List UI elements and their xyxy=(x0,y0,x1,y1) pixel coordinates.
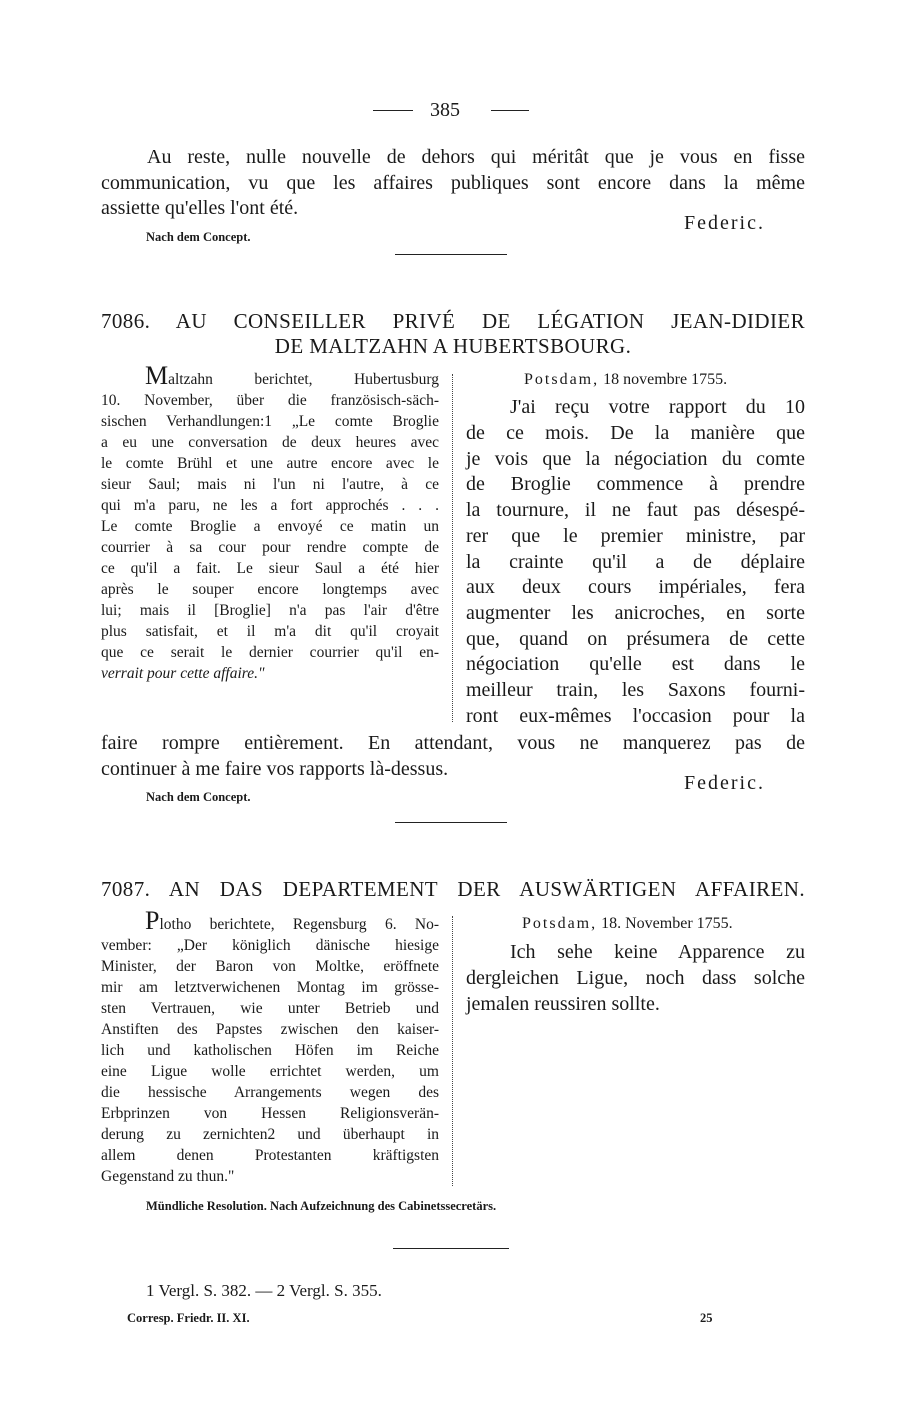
reply-line: je vois que la négociation du comte xyxy=(466,447,805,470)
reply-line: la crainte qu'il a de déplaire xyxy=(466,550,805,573)
letter-7086-source-note: Nach dem Concept. xyxy=(146,790,251,804)
section-divider-1 xyxy=(395,254,507,255)
summary-line: sten Vertrauen, wie unter Betrieb und xyxy=(101,1000,439,1017)
reply-line: jemalen reussiren sollte. xyxy=(466,993,660,1015)
column-separator xyxy=(452,916,453,1186)
letter-7086-heading-line1: 7086. AU CONSEILLER PRIVÉ DE LÉGATION JEAN-DIDIER xyxy=(101,309,805,333)
date: 18 novembre 1755. xyxy=(603,371,728,388)
letter-7086-dateline xyxy=(524,370,727,390)
summary-line: Minister, der Baron von Moltke, eröffnete xyxy=(101,958,439,975)
reply-line: dergleichen Ligue, noch dass solche xyxy=(466,967,805,989)
summary-line: mir am letztverwichenen Montag im grösse- xyxy=(101,979,439,996)
reply-line: la tournure, il ne faut pas désespé- xyxy=(466,499,805,522)
reply-line: de ce mois. De la manière que xyxy=(466,422,805,444)
reply-line: que, quand on présumera de cette xyxy=(466,627,805,650)
reply-line: aux deux cours impériales, fera xyxy=(466,576,805,599)
date-place: Potsdam, xyxy=(522,915,598,932)
summary-line: eine Ligue wolle errichtet werden, um xyxy=(101,1063,439,1080)
top-source-note: Nach dem Concept. xyxy=(146,230,251,244)
summary-line: lich und katholischen Höfen im Reiche xyxy=(101,1042,439,1059)
top-para-line-2: communication, vu que les affaires publiques sont encore dans la même xyxy=(101,172,805,194)
header-rule-right xyxy=(491,110,529,111)
letter-7086-initial: M xyxy=(145,361,169,390)
reply-line: négociation qu'elle est dans le xyxy=(466,653,805,676)
summary-line: après le souper encore longtemps avec xyxy=(101,581,439,598)
top-para-line-1: Au reste, nulle nouvelle de dehors qui méritât que je vous en fisse xyxy=(147,146,805,168)
summary-line: derung zu zernichten2 und überhaupt in xyxy=(101,1126,439,1143)
summary-line: lui; mais il [Broglie] n'a pas l'air d'être xyxy=(101,602,439,619)
summary-line: a eu une conversation de deux heures avec xyxy=(101,434,439,451)
summary-line: 10. November, über die französisch-säch- xyxy=(101,392,439,409)
top-signature: Federic. xyxy=(684,212,765,234)
summary-line: Erbprinzen von Hessen Religionsverän- xyxy=(101,1105,439,1122)
summary-line: verrait pour cette affaire." xyxy=(101,665,265,682)
letter-7087-heading: 7087. AN DAS DEPARTEMENT DER AUSWÄRTIGEN AFFAIREN. xyxy=(101,877,805,901)
summary-line: qui m'a paru, ne les a fort approchés . . . xyxy=(101,497,439,514)
date: 18. November 1755. xyxy=(601,915,733,932)
letter-7086-summary xyxy=(101,361,439,684)
top-para-line-3: assiette qu'elles l'ont été. xyxy=(101,197,299,219)
series-title: Corresp. Friedr. II. XI. xyxy=(127,1311,250,1325)
letter-7086-heading-line2: DE MALTZAHN A HUBERTSBOURG. xyxy=(274,334,632,358)
summary-line: Gegenstand zu thun." xyxy=(101,1168,235,1185)
letter-7087-initial: P xyxy=(145,906,160,935)
letter-7086-full-line-1: faire rompre entièrement. En attendant, vous ne manquerez pas de xyxy=(101,732,805,754)
summary-line: allem denen Protestanten kräftigsten xyxy=(101,1147,439,1164)
date-place: Potsdam, xyxy=(524,371,600,388)
section-divider-2 xyxy=(395,822,507,823)
page-number: 385 xyxy=(430,99,460,121)
summary-line: vember: „Der königlich dänische hiesige xyxy=(101,937,439,954)
reply-line: ront eux-mêmes l'occasion pour la xyxy=(466,704,805,727)
summary-line: sischen Verhandlungen:1 „Le comte Broglie xyxy=(101,413,439,430)
section-divider-3 xyxy=(393,1248,509,1249)
header-rule-left xyxy=(373,110,413,111)
summary-line: altzahn berichtet, Hubertusburg xyxy=(168,371,439,388)
letter-7086-reply xyxy=(466,394,805,729)
reply-line: de Broglie commence à prendre xyxy=(466,473,805,496)
letter-7087-reply xyxy=(466,939,805,1017)
summary-line: plus satisfait, et il m'a dit qu'il croyait xyxy=(101,623,439,640)
summary-line: le comte Brühl et une autre encore avec le xyxy=(101,455,439,472)
summary-line: Le comte Broglie a envoyé ce matin un xyxy=(101,518,439,535)
reply-line: Ich sehe keine Apparence zu xyxy=(510,941,805,963)
sheet-number: 25 xyxy=(700,1311,713,1325)
letter-7087-dateline xyxy=(522,914,733,934)
letter-7087-source-note: Mündliche Resolution. Nach Aufzeichnung des Cabinetssecretärs. xyxy=(146,1199,497,1213)
summary-line: que ce serait le dernier courrier qu'il en- xyxy=(101,644,439,661)
summary-line: die hessische Arrangements wegen des xyxy=(101,1084,439,1101)
reply-line: J'ai reçu votre rapport du 10 xyxy=(510,396,805,418)
letter-7086-full-line-2: continuer à me faire vos rapports là-dessus. xyxy=(101,758,449,780)
reply-line: augmenter les anicroches, en sorte xyxy=(466,601,805,624)
letter-7087-summary xyxy=(101,906,439,1187)
reply-line: rer que le premier ministre, par xyxy=(466,524,805,547)
summary-line: sieur Saul; mais ni l'un ni l'autre, à ce xyxy=(101,476,439,493)
summary-line: lotho berichtete, Regensburg 6. No- xyxy=(159,916,439,933)
letter-7086-signature: Federic. xyxy=(684,772,765,794)
footnotes-line: 1 Vergl. S. 382. — 2 Vergl. S. 355. xyxy=(146,1281,382,1300)
summary-line: courrier à sa cour pour rendre compte de xyxy=(101,539,439,556)
reply-line: meilleur train, les Saxons fourni- xyxy=(466,679,805,702)
summary-line: ce qu'il a fait. Le sieur Saul a été hier xyxy=(101,560,439,577)
column-separator xyxy=(452,374,453,722)
summary-line: Anstiften des Papstes zwischen den kaiser- xyxy=(101,1021,439,1038)
